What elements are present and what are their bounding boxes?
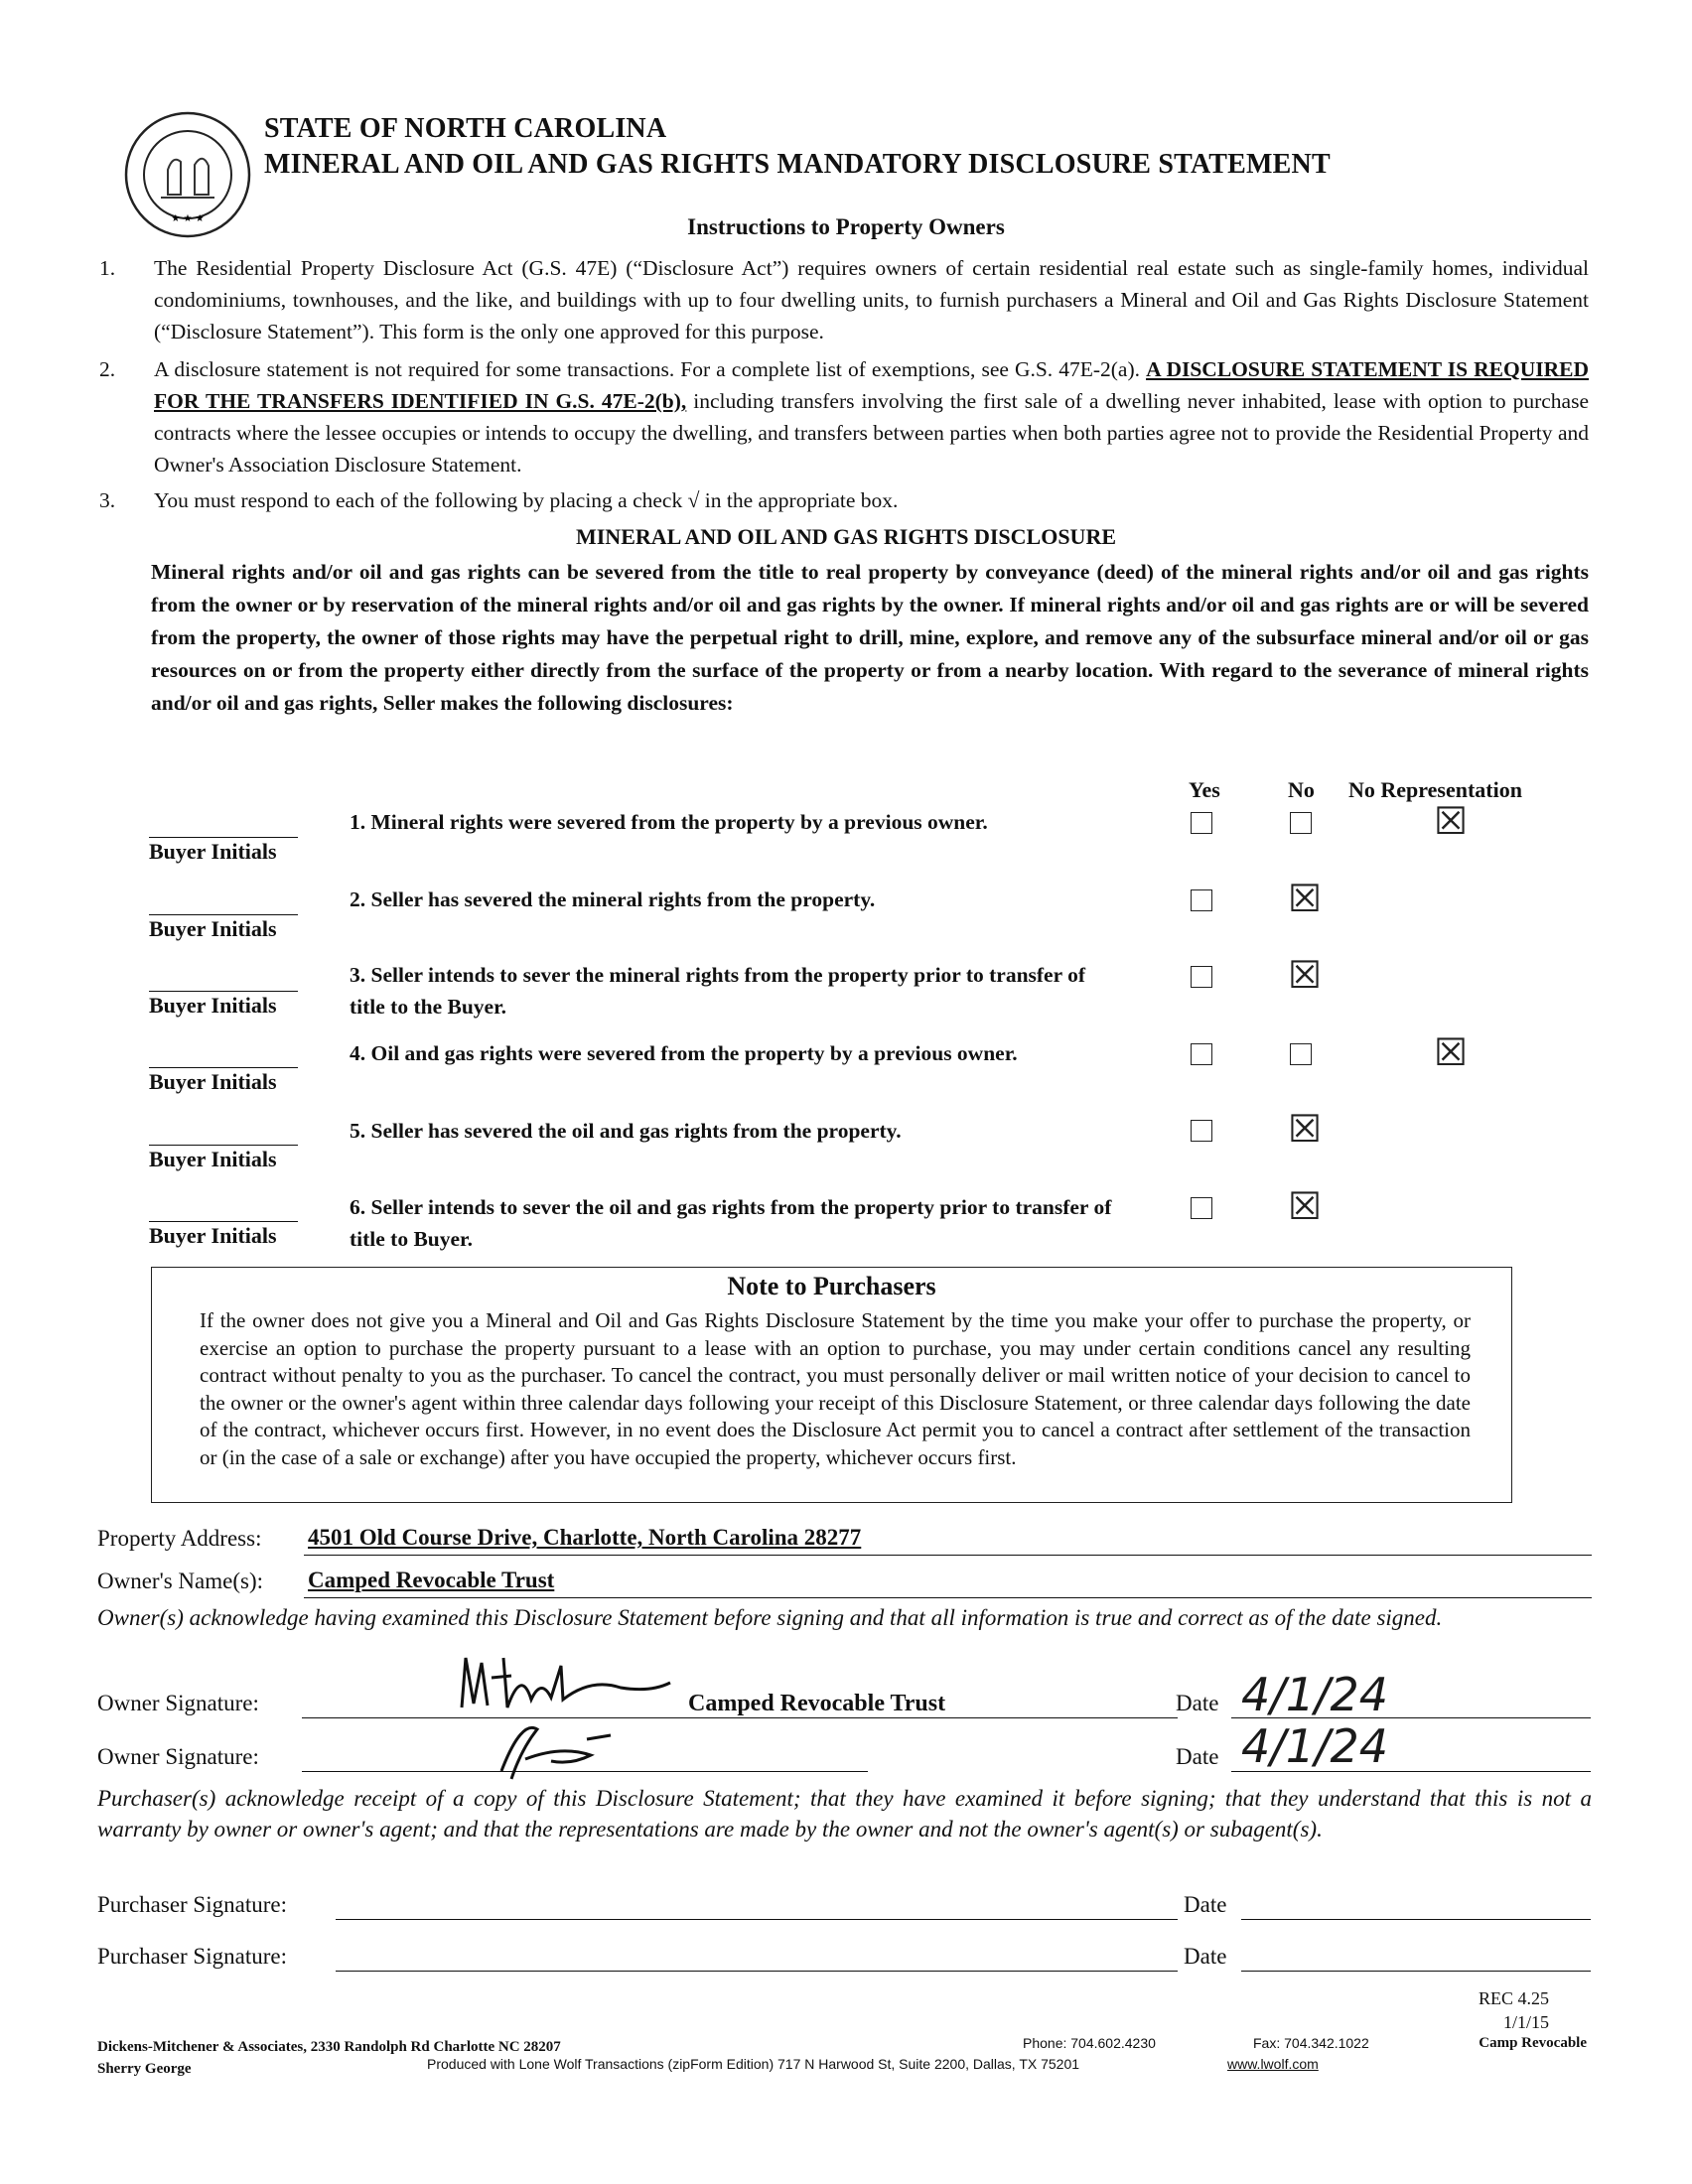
buyer-initials-line[interactable]: [149, 1221, 298, 1222]
buyer-initials-label: Buyer Initials: [149, 1223, 277, 1248]
phone-number: Phone: 704.602.4230: [1023, 2035, 1156, 2051]
purchaser-date-label-1: Date: [1184, 1892, 1227, 1917]
checkbox-q4-yes[interactable]: [1191, 1043, 1212, 1065]
fax-number: Fax: 704.342.1022: [1253, 2035, 1369, 2051]
question-3: 3. Seller intends to sever the mineral rights from the property prior to transfer of title to the Buyer.: [350, 963, 1086, 1019]
purchaser-acknowledgement: Purchaser(s) acknowledge receipt of a copy of this Disclosure Statement; that they have examined it before signing; that they understand that this is not a warranty by owner or owner's agent; and that the representations are made by the owner and not the owner's agent(s) or subagent(s).: [97, 1786, 1592, 1842]
checkbox-q5-no[interactable]: ☒: [1288, 1107, 1323, 1151]
instruction-item-3: [99, 484, 1589, 516]
svg-text:★ ★ ★: ★ ★ ★: [171, 213, 205, 224]
purchaser-signature-label-1: Purchaser Signature:: [97, 1892, 287, 1917]
question-5: 5. Seller has severed the oil and gas rights from the property.: [350, 1119, 902, 1143]
checkbox-q5-yes[interactable]: [1191, 1120, 1212, 1142]
question-2: 2. Seller has severed the mineral rights from the property.: [350, 887, 876, 911]
checkbox-q6-no[interactable]: ☒: [1288, 1184, 1323, 1228]
instruction-item-2: [99, 353, 1589, 480]
property-address-field[interactable]: [304, 1525, 1592, 1556]
column-yes: Yes: [1189, 777, 1220, 802]
property-address-label: Property Address:: [97, 1526, 262, 1551]
owner-name-label: Owner's Name(s):: [97, 1569, 264, 1593]
disclosure-body: Mineral rights and/or oil and gas rights can be severed from the title to real property by conveyance (deed) of the mineral rights and/or oil and gas rights from the owner or by reservation of the mineral rights and/or oil and gas rights by the owner. If mineral rights and/or oil and gas rights are or will be severed from the property, the owner of those rights may have the perpetual right to drill, mine, explore, and remove any of the subsurface mineral and/or oil or gas resources on or from the property either directly from the surface of the property or from a nearby location. With regard to the severance of mineral rights and/or oil and gas rights, Seller makes the following disclosures:: [151, 560, 1589, 715]
agent-name: Sherry George: [97, 2061, 192, 2077]
buyer-initials-label: Buyer Initials: [149, 916, 277, 941]
note-body: If the owner does not give you a Mineral and Oil and Gas Rights Disclosure Statement by the time you make your offer to purchase the property, or exercise an option to purchase the property pursuant to a lease with an option to purchase, you may under certain conditions cancel any resulting contract without penalty to you as the purchaser. To cancel the contract, you must personally deliver or mail written notice of your decision to cancel to the owner or the owner's agent within three calendar days following your receipt of this Disclosure Statement, or three calendar days following the date of the contract, whichever occurs first. However, in no event does the Disclosure Act permit you to cancel a contract after settlement of the transaction or (in the case of a sale or exchange) after you have occupied the property, whichever occurs first.: [200, 1308, 1471, 1469]
instruction-item-1: [99, 252, 1589, 347]
instruction-number: 3.: [99, 488, 116, 512]
form-code: REC 4.25: [1478, 1988, 1549, 2008]
instruction-text: including transfers involving the first sale of a dwelling never inhabited, lease with option to purchase contracts where the lessee occupies or intends to occupy the dwelling, and transfers between parties when both parties agree not to provide the Residential Property and Owner's Association Disclosure Statement.: [154, 389, 1589, 477]
note-title: Note to Purchasers: [727, 1272, 936, 1300]
buyer-initials-label: Buyer Initials: [149, 1147, 277, 1171]
owner-signature-name-1: Camped Revocable Trust: [688, 1691, 946, 1716]
checkbox-q6-yes[interactable]: [1191, 1197, 1212, 1219]
producer-info: Produced with Lone Wolf Transactions (zipForm Edition) 717 N Harwood St, Suite 2200, Dallas, TX 75201: [427, 2056, 1080, 2072]
checkbox-q1-no[interactable]: [1290, 812, 1312, 834]
instructions-heading: Instructions to Property Owners: [687, 214, 1005, 239]
owner-signature-scribble-2: [492, 1709, 631, 1789]
note-to-purchasers-box: [151, 1267, 1512, 1503]
owner-name-field[interactable]: [304, 1568, 1592, 1598]
instruction-number: 1.: [99, 256, 116, 280]
owner-date-value-1: 4/1/24: [1241, 1668, 1389, 1721]
owner-signature-label-1: Owner Signature:: [97, 1691, 259, 1715]
buyer-initials-line[interactable]: [149, 837, 298, 838]
checkbox-q4-no[interactable]: [1290, 1043, 1312, 1065]
buyer-initials-line[interactable]: [149, 914, 298, 915]
instruction-text: A disclosure statement is not required for some transactions. For a complete list of exemptions, see G.S. 47E-2(a).: [154, 357, 1141, 381]
question-4: 4. Oil and gas rights were severed from the property by a previous owner.: [350, 1041, 1018, 1065]
column-no: No: [1288, 777, 1315, 802]
owner-date-label-2: Date: [1176, 1744, 1219, 1769]
checkbox-q1-yes[interactable]: [1191, 812, 1212, 834]
instruction-text: You must respond to each of the following by placing a check √ in the appropriate box.: [154, 488, 899, 512]
column-no-representation: No Representation: [1348, 777, 1522, 802]
checkbox-q2-yes[interactable]: [1191, 889, 1212, 911]
buyer-initials-line[interactable]: [149, 1067, 298, 1068]
purchaser-date-label-2: Date: [1184, 1944, 1227, 1969]
owner-date-value-2: 4/1/24: [1241, 1719, 1389, 1773]
purchaser-signature-field-1[interactable]: [336, 1889, 1178, 1920]
buyer-initials-line[interactable]: [149, 1145, 298, 1146]
instruction-number: 2.: [99, 357, 116, 381]
purchaser-date-field-1[interactable]: [1241, 1889, 1591, 1920]
buyer-initials-line[interactable]: [149, 991, 298, 992]
question-1: 1. Mineral rights were severed from the property by a previous owner.: [350, 810, 988, 834]
form-title: MINERAL AND OIL AND GAS RIGHTS MANDATORY DISCLOSURE STATEMENT: [264, 149, 1331, 180]
agency-info: Dickens-Mitchener & Associates, 2330 Randolph Rd Charlotte NC 28207: [97, 2039, 561, 2055]
purchaser-signature-label-2: Purchaser Signature:: [97, 1944, 287, 1969]
purchaser-date-field-2[interactable]: [1241, 1941, 1591, 1972]
document-name: Camp Revocable: [1479, 2035, 1587, 2051]
state-title: STATE OF NORTH CAROLINA: [264, 113, 667, 144]
owner-acknowledgement: Owner(s) acknowledge having examined this Disclosure Statement before signing and that all information is true and correct as of the date signed.: [97, 1605, 1443, 1630]
buyer-initials-label: Buyer Initials: [149, 1069, 277, 1094]
question-6: 6. Seller intends to sever the oil and gas rights from the property prior to transfer of title to Buyer.: [350, 1195, 1112, 1251]
checkbox-q3-yes[interactable]: [1191, 966, 1212, 988]
purchaser-signature-field-2[interactable]: [336, 1941, 1178, 1972]
buyer-initials-label: Buyer Initials: [149, 993, 277, 1018]
instruction-emphasis: A DISCLOSURE STATEMENT IS REQUIRED FOR THE TRANSFERS IDENTIFIED IN G.S. 47E-2(b),: [154, 357, 1590, 413]
instruction-text: The Residential Property Disclosure Act (G.S. 47E) (“Disclosure Act”) requires owners of certain residential real estate such as single-family homes, individual condominiums, townhouses, and the like, and buildings with up to four dwelling units, to furnish purchasers a Mineral and Oil and Gas Rights Disclosure Statement (“Disclosure Statement”). This form is the only one approved for this purpose.: [154, 256, 1589, 343]
property-address-value: 4501 Old Course Drive, Charlotte, North Carolina 28277: [308, 1525, 862, 1550]
checkbox-q3-no[interactable]: ☒: [1288, 953, 1323, 997]
checkbox-q1-no-representation[interactable]: ☒: [1434, 799, 1469, 843]
owner-date-label-1: Date: [1176, 1691, 1219, 1715]
owner-signature-label-2: Owner Signature:: [97, 1744, 259, 1769]
owner-name-value: Camped Revocable Trust: [308, 1568, 555, 1592]
checkbox-q4-no-representation[interactable]: ☒: [1434, 1030, 1469, 1074]
checkbox-q2-no[interactable]: ☒: [1288, 877, 1323, 920]
disclosure-heading: MINERAL AND OIL AND GAS RIGHTS DISCLOSURE: [575, 524, 1117, 549]
form-date: 1/1/15: [1502, 2012, 1549, 2032]
buyer-initials-label: Buyer Initials: [149, 839, 277, 864]
website-link[interactable]: www.lwolf.com: [1227, 2056, 1319, 2072]
